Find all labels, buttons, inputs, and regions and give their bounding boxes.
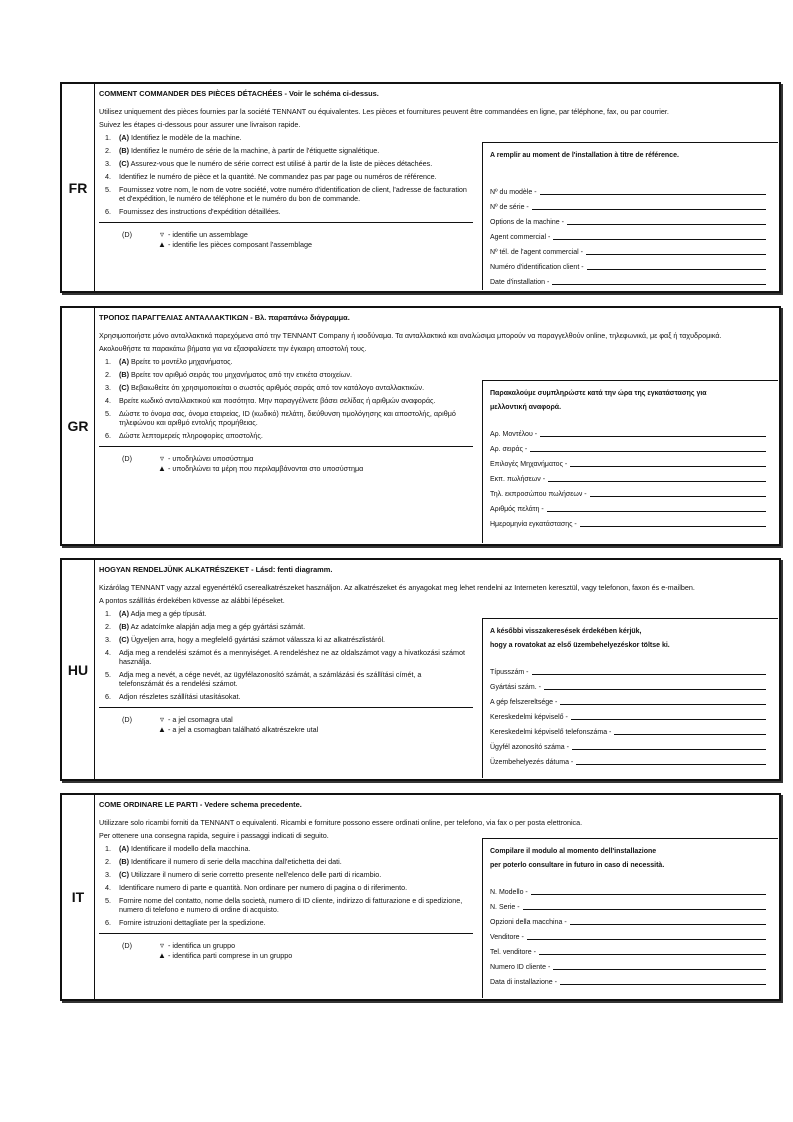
step-number: 2. [105,857,111,866]
divider [99,222,473,223]
section-heading: COMMENT COMMANDER DES PIÈCES DÉTACHÉES - Voir le schéma ci-dessus. [99,89,379,98]
form-field-label: Αρ. Μοντέλου - [490,431,538,438]
form-field [490,677,770,692]
step-item [99,185,467,203]
form-field-label: Agent commercial - [490,234,551,241]
step-number: 6. [105,918,111,927]
step-number: 2. [105,622,111,631]
form-field-blank-line[interactable] [552,284,766,285]
step-number: 3. [105,383,111,392]
step-item [99,692,467,701]
form-title-line1: Compilare il modulo al momento dell'installazione [490,848,657,855]
step-number: 6. [105,692,111,701]
steps-list [99,844,467,927]
form-field-label: Options de la machine - [490,219,564,226]
form-fields [490,182,770,287]
step-number: 2. [105,146,111,155]
form-field-label: Kereskedelmi képviselő telefonszáma - [490,729,612,736]
step-code: (B) [119,146,129,155]
step-item [99,918,467,927]
step-item [99,133,467,142]
form-title-line1: A remplir au moment de l'installation à titre de référence. [490,152,679,159]
form-field-label: N. Serie - [490,904,520,911]
form-field-label: Date d'installation - [490,279,550,286]
form-field [490,424,770,439]
form-field [490,897,770,912]
form-field-blank-line[interactable] [572,749,766,750]
assembly-triangle-outline-icon: ▿ [159,941,164,950]
step-number: 4. [105,883,111,892]
step-text: Utilizzare il numero di serie corretto presente nell'elenco delle parti di ricambio. [128,870,382,879]
form-field [490,752,770,767]
step-text: Δώστε λεπτομερείς πληροφορίες αποστολής. [119,431,263,440]
legend-parts-text: - identifica parti comprese in un gruppo [168,951,293,960]
step-text: Ügyeljen arra, hogy a megfelelő gyártási számot válassza ki az alkatrészlistáról. [128,635,386,644]
form-field-label: N. Modello - [490,889,528,896]
steps-list [99,133,467,216]
intro-paragraph: Utilizzare solo ricambi forniti da TENNANT o equivalenti. Ricambi e forniture possono essere ordinati online, per telefono, via fax o per posta elettronica. [99,818,583,827]
step-number: 1. [105,133,111,142]
step-item [99,396,467,405]
form-field [490,662,770,677]
step-item [99,670,467,688]
step-text: Fornire istruzioni dettagliate per la spedizione. [119,918,266,927]
step-number: 1. [105,357,111,366]
form-title-line1: Παρακαλούμε συμπληρώστε κατά την ώρα της εγκατάστασης για [490,390,707,397]
form-field-blank-line[interactable] [560,704,766,705]
language-code: FR [62,84,95,291]
language-code: IT [62,795,95,999]
section-content [99,89,775,289]
form-field [490,257,770,272]
form-field [490,499,770,514]
form-field [490,957,770,972]
step-code: (C) [119,635,129,644]
step-number: 6. [105,207,111,216]
section-it [60,793,781,1001]
form-field [490,927,770,942]
step-item [99,635,467,644]
form-field-label: A gép felszereltsége - [490,699,558,706]
parts-triangle-filled-icon: ▲ [158,725,166,734]
form-field-label: Numéro d'identification client - [490,264,584,271]
divider [99,446,473,447]
form-field-label: Gyártási szám. - [490,684,541,691]
form-field-blank-line[interactable] [570,924,766,925]
form-field-label: Üzembehelyezés dátuma - [490,759,574,766]
form-field-label: Opzioni della macchina - [490,919,567,926]
parts-triangle-filled-icon: ▲ [158,464,166,473]
form-title-line1: A későbbi visszakeresések érdekében kérjük, [490,628,642,635]
step-number: 1. [105,844,111,853]
form-field [490,692,770,707]
legend-d-label: (D) [122,941,132,950]
form-field [490,707,770,722]
form-field-blank-line[interactable] [571,719,766,720]
divider [99,707,473,708]
step-number: 4. [105,172,111,181]
form-field-label: Data di installazione - [490,979,557,986]
form-field-blank-line[interactable] [544,689,766,690]
form-field-label: Nº de série - [490,204,529,211]
form-field-label: Ημερομηνία εγκατάστασης - [490,521,577,528]
legend-assembly-text: - υποδηλώνει υποσύστημα [168,454,254,463]
intro-steps-note: Per ottenere una consegna rapida, seguire i passaggi indicati di seguito. [99,831,329,840]
intro-paragraph: Kizárólag TENNANT vagy azzal egyenértékű cserealkatrészeket használjon. Az alkatrészeket és anyagokat meg lehet rendelni az Interneten keresztül, vagy telefonon, faxon és e-mailben. [99,583,695,592]
legend-assembly-text: - identifica un gruppo [168,941,236,950]
step-item [99,357,467,366]
form-field [490,514,770,529]
form-field-label: Εκπ. πωλήσεων - [490,476,546,483]
section-heading: ΤΡΟΠΟΣ ΠΑΡΑΓΓΕΛΙΑΣ ΑΝΤΑΛΛΑΚΤΙΚΩΝ - Βλ. παραπάνω διάγραμμα. [99,313,350,322]
legend-d-label: (D) [122,230,132,239]
form-field-blank-line[interactable] [586,254,766,255]
installation-reference-form [482,618,778,778]
assembly-triangle-outline-icon: ▿ [159,715,164,724]
form-field-label: Tel. venditore - [490,949,536,956]
step-text: Identificare il modello della macchina. [128,844,251,853]
form-title-line2: hogy a rovatokat az első üzembehelyezéskor töltse ki. [490,642,670,649]
form-field-label: Ügyfél azonosító száma - [490,744,569,751]
step-item [99,609,467,618]
form-title-line2: μελλοντική αναφορά. [490,404,562,411]
installation-reference-form [482,380,778,543]
form-field [490,197,770,212]
step-text: Fournissez des instructions d'expédition détaillées. [119,207,281,216]
divider [99,933,473,934]
form-field [490,242,770,257]
step-number: 5. [105,409,111,418]
legend-parts-text: - a jel a csomagban található alkatrészekre utal [168,725,319,734]
step-text: Adja meg a rendelési számot és a mennyiséget. A rendeléshez ne az oldalszámot vagy a hivatkozási számot használja. [119,648,465,666]
form-title-line2 [490,163,770,173]
form-field-blank-line[interactable] [548,481,766,482]
form-field-label: Επιλογές Μηχανήματος - [490,461,568,468]
form-field-blank-line[interactable] [570,466,766,467]
step-number: 3. [105,635,111,644]
form-field-label: Nº tél. de l'agent commercial - [490,249,583,256]
form-field [490,454,770,469]
form-field-blank-line[interactable] [553,239,766,240]
step-code: (A) [119,844,129,853]
form-field [490,212,770,227]
step-text: Fournissez votre nom, le nom de votre société, votre numéro d'identification de client, l'adresse de facturation et d'expédition, le numéro de téléphone et le numéro du bon de commande. [119,185,467,203]
step-item [99,146,467,155]
form-field-blank-line[interactable] [531,894,766,895]
step-number: 5. [105,670,111,679]
step-text: Identificare il numero di serie della macchina dall'etichetta dei dati. [128,857,342,866]
step-text: Adja meg a gép típusát. [128,609,207,618]
step-number: 6. [105,431,111,440]
step-code: (C) [119,383,129,392]
form-field [490,272,770,287]
form-field-blank-line[interactable] [532,674,766,675]
section-fr [60,82,781,293]
form-field-label: Kereskedelmi képviselő - [490,714,568,721]
form-field-blank-line[interactable] [614,734,766,735]
form-field-blank-line[interactable] [523,909,766,910]
step-item [99,172,467,181]
step-text: Identifiez le modèle de la machine. [128,133,242,142]
form-field-blank-line[interactable] [587,269,766,270]
section-content [99,313,775,542]
form-field-blank-line[interactable] [547,511,766,512]
step-text: Adjon részletes szállítási utasításokat. [119,692,241,701]
step-item [99,370,467,379]
form-field [490,972,770,987]
legend-assembly-text: - a jel csomagra utal [168,715,233,724]
form-field-blank-line[interactable] [590,496,766,497]
form-field-label: Αρ. σειράς - [490,446,528,453]
legend-d-label: (D) [122,454,132,463]
step-number: 5. [105,896,111,905]
step-code: (A) [119,133,129,142]
step-item [99,207,467,216]
step-text: Βεβαιωθείτε ότι χρησιμοποιείται ο σωστός αριθμός σειράς από τον κατάλογο ανταλλακτικών. [128,383,425,392]
form-field-label: Venditore - [490,934,524,941]
form-field-label: Αριθμός πελάτη - [490,506,544,513]
intro-steps-note: A pontos szállítás érdekében kövesse az alábbi lépéseket. [99,596,285,605]
step-text: Βρείτε τον αριθμό σειράς του μηχανήματος από την ετικέτα στοιχείων. [128,370,352,379]
step-code: (B) [119,622,129,631]
form-field [490,882,770,897]
form-field-blank-line[interactable] [540,436,766,437]
step-text: Fornire nome del contatto, nome della società, numero di ID cliente, indirizzo di fatturazione e di spedizione, numero di telefono e numero di ordine di acquisto. [119,896,463,914]
section-content [99,800,775,997]
section-gr [60,306,781,546]
step-item [99,883,467,892]
form-field-label: Nº du modèle - [490,189,537,196]
form-field-blank-line[interactable] [576,764,766,765]
step-code: (B) [119,370,129,379]
section-content [99,565,775,777]
assembly-triangle-outline-icon: ▿ [159,454,164,463]
form-field [490,484,770,499]
step-item [99,857,467,866]
step-code: (B) [119,857,129,866]
form-field [490,182,770,197]
intro-steps-note: Suivez les étapes ci-dessous pour assurer une livraison rapide. [99,120,301,129]
form-field [490,912,770,927]
form-field-blank-line[interactable] [539,954,766,955]
step-text: Identifiez le numéro de série de la machine, à partir de l'étiquette signalétique. [128,146,380,155]
form-field-label: Típusszám - [490,669,529,676]
assembly-triangle-outline-icon: ▿ [159,230,164,239]
step-item [99,844,467,853]
legend-assembly-text: - identifie un assemblage [168,230,248,239]
step-item [99,870,467,879]
section-heading: HOGYAN RENDELJÜNK ALKATRÉSZEKET - Lásd: fenti diagramm. [99,565,333,574]
step-item [99,431,467,440]
intro-paragraph: Χρησιμοποιήστε μόνο ανταλλακτικά παρεχόμενα από την TENNANT Company ή ισοδύναμα. Τα ανταλλακτικά και αναλώσιμα μπορούν να παραγγελθούν online, τηλεφωνικά, με φαξ ή ταχυδρομικά. [99,331,722,340]
form-field [490,942,770,957]
form-field-label: Numero ID cliente - [490,964,551,971]
section-heading: COME ORDINARE LE PARTI - Vedere schema precedente. [99,800,302,809]
parts-triangle-filled-icon: ▲ [158,951,166,960]
installation-reference-form [482,838,778,998]
step-number: 2. [105,370,111,379]
form-fields [490,424,770,529]
step-text: Δώστε το όνομα σας, όνομα εταιρείας, ID (κωδικό) πελάτη, διεύθυνση τιμολόγησης και αποστολής, αριθμό τηλεφώνου και αριθμό εντολής προμήθειας. [119,409,456,427]
step-text: Βρείτε το μοντέλο μηχανήματος. [128,357,233,366]
step-item [99,383,467,392]
step-text: Identifiez le numéro de pièce et la quantité. Ne commandez pas par page ou numéros de référence. [119,172,437,181]
form-field-blank-line[interactable] [532,209,766,210]
form-fields [490,662,770,767]
step-text: Βρείτε κωδικό ανταλλακτικού και ποσότητα. Μην παραγγέλνετε βάσει σελίδας ή αριθμών αναφοράς. [119,396,436,405]
form-field-blank-line[interactable] [540,194,766,195]
step-item [99,409,467,427]
step-text: Adja meg a nevét, a cége nevét, az ügyfélazonosító számát, a számlázási és szállítási címét, a telefonszámát és a rendelési számot. [119,670,422,688]
step-item [99,648,467,666]
language-code: HU [62,560,95,779]
form-field-blank-line[interactable] [560,984,766,985]
step-number: 5. [105,185,111,194]
step-number: 4. [105,396,111,405]
form-field [490,469,770,484]
step-text: Az adatcímke alapján adja meg a gép gyártási számát. [128,622,306,631]
intro-steps-note: Ακολουθήστε τα παρακάτω βήματα για να εξασφαλίσετε την έγκαιρη αποστολή τους. [99,344,367,353]
parts-triangle-filled-icon: ▲ [158,240,166,249]
step-code: (A) [119,357,129,366]
installation-reference-form [482,142,778,290]
step-code: (A) [119,609,129,618]
language-code: GR [62,308,95,544]
form-field-label: Τηλ. εκπροσώπου πωλήσεων - [490,491,587,498]
step-number: 3. [105,870,111,879]
form-field [490,439,770,454]
step-code: (C) [119,159,129,168]
steps-list [99,609,467,701]
intro-paragraph: Utilisez uniquement des pièces fournies par la société TENNANT ou équivalentes. Les pièces et fournitures peuvent être commandées en ligne, par téléphone, fax, ou par courrier. [99,107,669,116]
steps-list [99,357,467,440]
step-item [99,159,467,168]
form-field-blank-line[interactable] [580,526,766,527]
section-hu [60,558,781,781]
form-field [490,722,770,737]
legend-parts-text: - identifie les pièces composant l'assemblage [168,240,312,249]
form-field-blank-line[interactable] [527,939,766,940]
step-number: 4. [105,648,111,657]
form-title-line2: per poterlo consultare in futuro in caso di necessità. [490,862,665,869]
step-item [99,622,467,631]
form-field-blank-line[interactable] [553,969,766,970]
form-field-blank-line[interactable] [530,451,766,452]
step-code: (C) [119,870,129,879]
step-item [99,896,467,914]
form-field-blank-line[interactable] [567,224,766,225]
step-number: 3. [105,159,111,168]
form-field [490,737,770,752]
step-number: 1. [105,609,111,618]
legend-d-label: (D) [122,715,132,724]
legend-parts-text: - υποδηλώνει τα μέρη που περιλαμβάνονται στο υποσύστημα [168,464,364,473]
form-field [490,227,770,242]
form-fields [490,882,770,987]
step-text: Assurez-vous que le numéro de série correct est utilisé à partir de la liste de pièces détachées. [128,159,433,168]
step-text: Identificare numero di parte e quantità. Non ordinare per numero di pagina o di riferimento. [119,883,408,892]
